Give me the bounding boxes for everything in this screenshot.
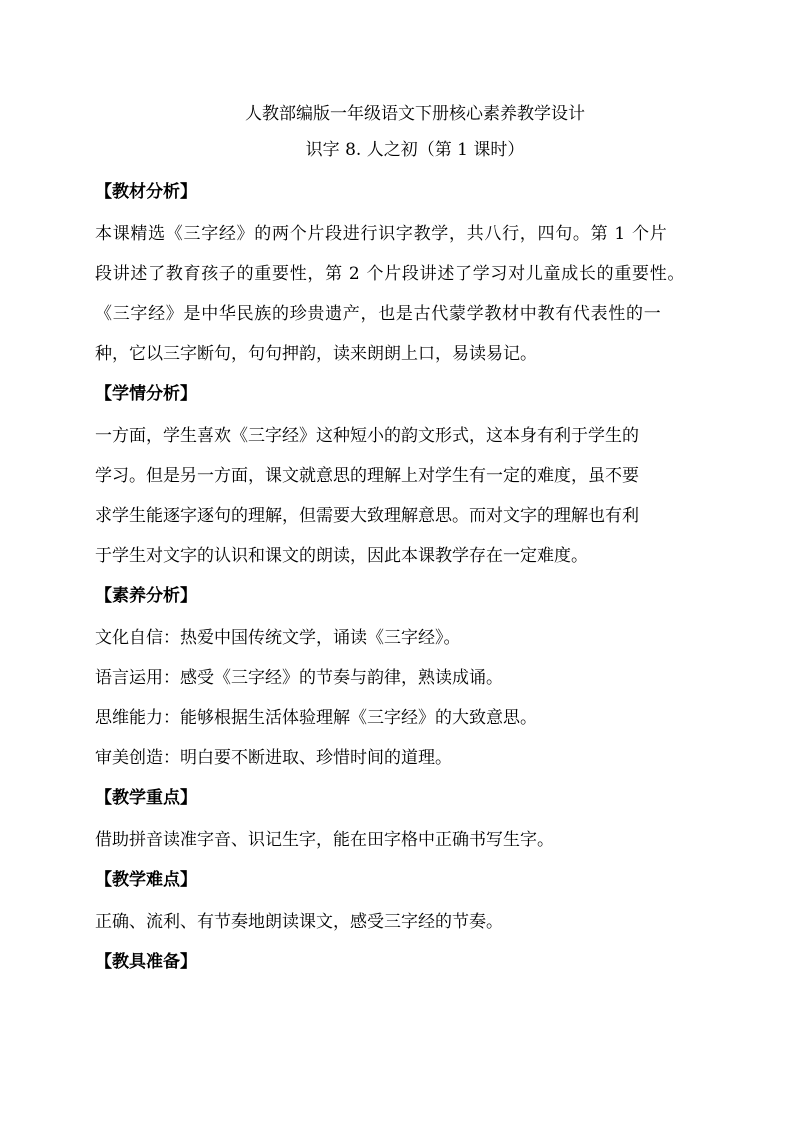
section-line: 文化自信：热爱中国传统文学，诵读《三字经》。 [95,628,461,648]
section-line: 种，它以三字断句，句句押韵，读来朗朗上口，易读易记。 [95,344,537,364]
section-heading: 【教学难点】 [95,870,197,890]
section-teaching-aids [95,952,735,994]
document-page [95,104,735,994]
section-heading: 【教学重点】 [95,788,197,808]
document-title: 人教部编版一年级语文下册核心素养教学设计 [245,104,585,124]
section-heading: 【素养分析】 [95,586,197,606]
section-literacy-analysis [95,586,735,788]
section-line: 段讲述了教育孩子的重要性，第 2 个片段讲述了学习对儿童成长的重要性。 [95,264,686,284]
document-subtitle: 识字 8. 人之初（第 1 课时） [305,140,525,160]
section-line: 借助拼音读准字音、识记生字，能在田字格中正确书写生字。 [95,830,554,850]
section-line: 求学生能逐字逐句的理解，但需要大致理解意思。而对文字的理解也有利 [95,506,639,526]
section-line: 语言运用：感受《三字经》的节奏与韵律，熟读成诵。 [95,668,503,688]
section-line: 《三字经》是中华民族的珍贵遗产，也是古代蒙学教材中教有代表性的一 [95,304,662,324]
section-teaching-focus [95,788,735,870]
section-line: 本课精选《三字经》的两个片段进行识字教学，共八行，四句。第 1 个片 [95,224,668,244]
section-heading: 【教材分析】 [95,182,197,202]
section-line: 于学生对文字的认识和课文的朗读，因此本课教学存在一定难度。 [95,546,588,566]
section-line: 学习。但是另一方面，课文就意思的理解上对学生有一定的难度，虽不要 [95,466,639,486]
section-line: 正确、流利、有节奏地朗读课文，感受三字经的节奏。 [95,912,503,932]
section-heading: 【学情分析】 [95,384,197,404]
section-line: 思维能力：能够根据生活体验理解《三字经》的大致意思。 [95,708,537,728]
section-textbook-analysis [95,182,735,384]
section-teaching-difficulty [95,870,735,952]
section-student-analysis [95,384,735,586]
section-line: 一方面，学生喜欢《三字经》这种短小的韵文形式，这本身有利于学生的 [95,426,639,446]
section-heading: 【教具准备】 [95,952,197,972]
section-line: 审美创造：明白要不断进取、珍惜时间的道理。 [95,748,452,768]
